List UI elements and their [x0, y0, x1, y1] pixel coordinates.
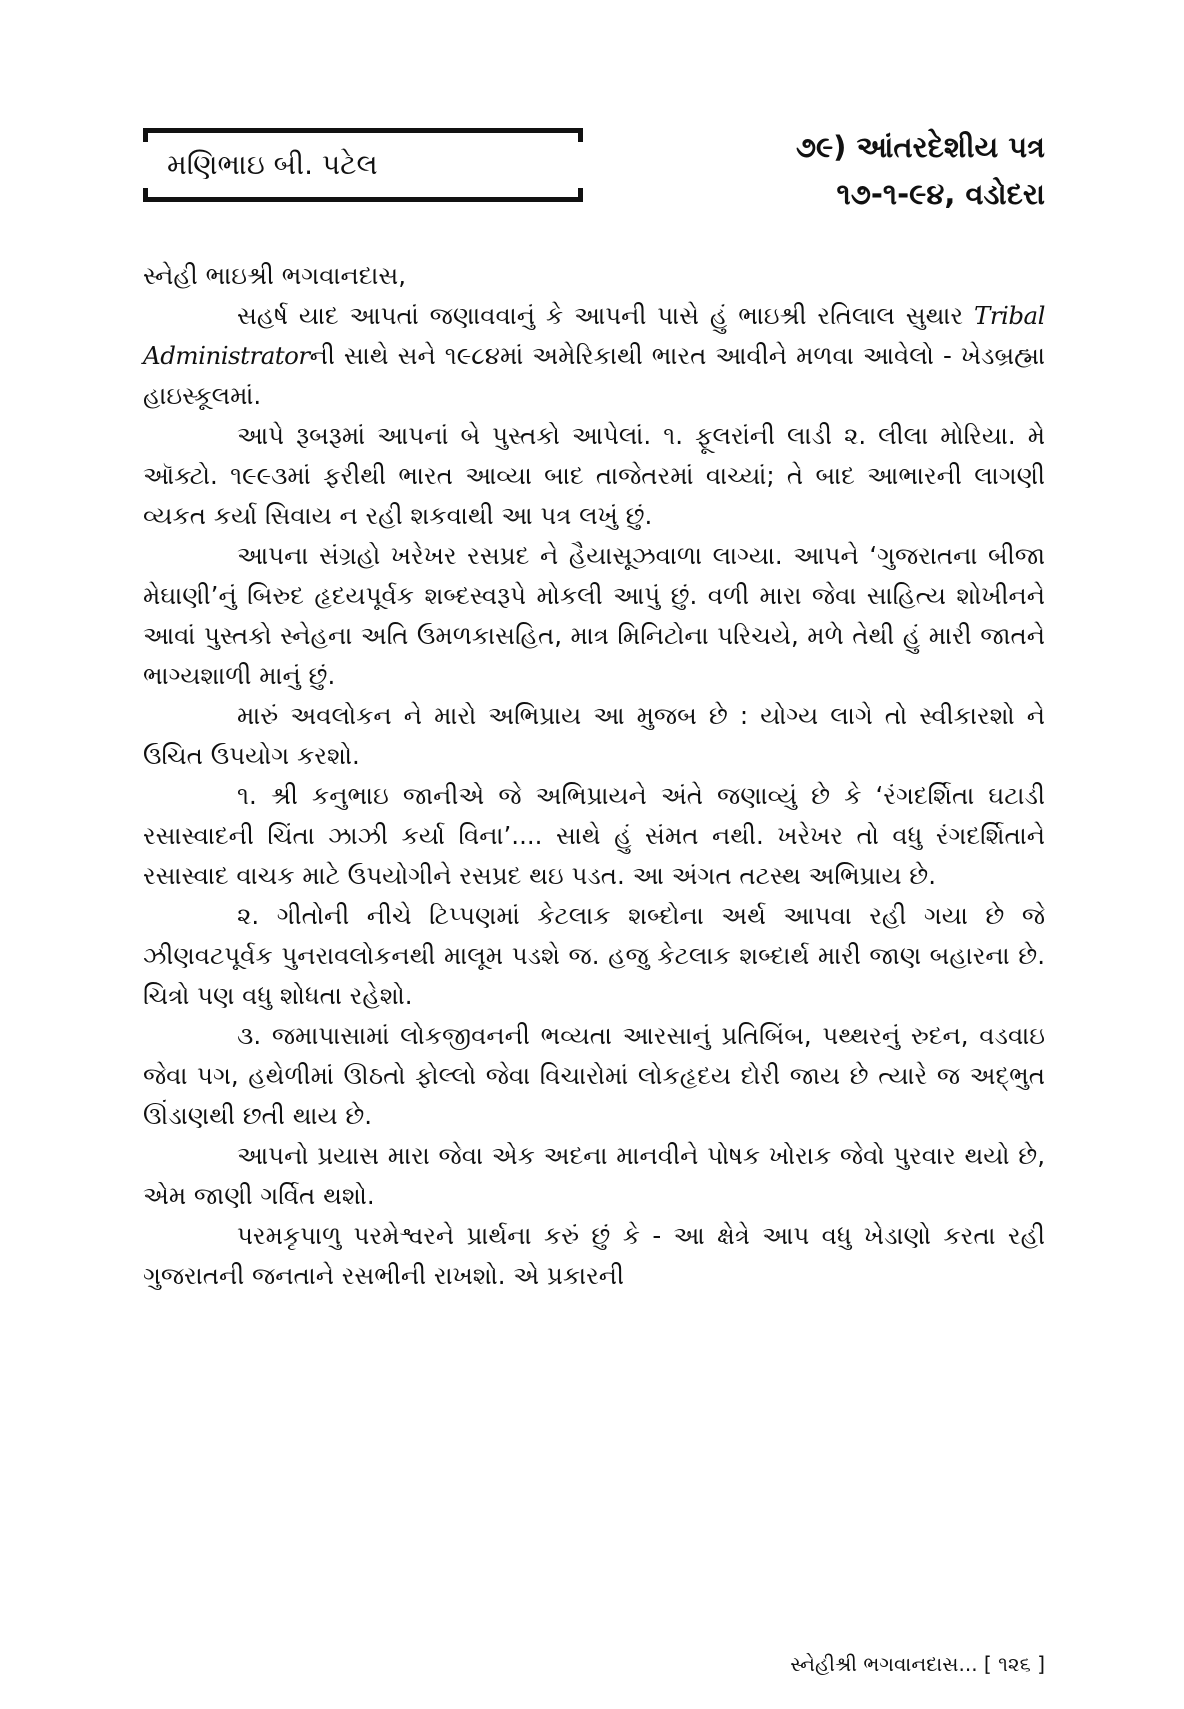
page-footer: સ્નેહીશ્રી ભગવાનદાસ... [ ૧૨૬ ] — [790, 1652, 1045, 1676]
paragraph-1-end: ની સાથે સને ૧૯૮૪માં અમેરિકાથી ભારત આવીને મળવા આવેલો - ખેડબ્રહ્મા હાઇસ્કૂલમાં. — [143, 341, 1045, 410]
paragraph-5: ૧. શ્રી કનુભાઇ જાનીએ જે અભિપ્રાયને અંતે જણાવ્યું છે કે ‘રંગદર્શિતા ઘટાડી રસાસ્વાદની ચિંતા ઝાઝી કર્યા વિના’.... સાથે હું સંમત નથી. ખરેખર તો વધુ રંગદર્શિતાને રસાસ્વાદ વાચક માટે ઉપયોગીને રસપ્રદ થઇ પડત. આ અંગત તટસ્થ અભિપ્રાય છે. — [143, 781, 1045, 890]
author-box-top-rule — [143, 128, 583, 133]
paragraph-1 — [143, 296, 1045, 416]
letter-date-place: ૧૭-૧-૯૪, વડોદરા — [836, 177, 1045, 211]
letter-title: ૭૯) આંતરદેશીય પત્ર — [795, 130, 1045, 164]
letter-body — [143, 256, 1045, 1296]
author-name: મણિભાઇ બી. પટેલ — [167, 148, 378, 181]
author-box-bottom-rule — [143, 197, 583, 202]
paragraph-1-start: સહર્ષ યાદ આપતાં જણાવવાનું કે આપની પાસે હું ભાઇશ્રી રતિલાલ સુથાર — [237, 301, 974, 330]
paragraph-4: મારું અવલોકન ને મારો અભિપ્રાય આ મુજબ છે : યોગ્ય લાગે તો સ્વીકારશો ને ઉચિત ઉપયોગ કરશો. — [143, 701, 1045, 770]
author-box-corner — [578, 128, 583, 142]
salutation: સ્નેહી ભાઇશ્રી ભગવાનદાસ, — [143, 261, 407, 290]
paragraph-3: આપના સંગ્રહો ખરેખર રસપ્રદ ને હૈયાસૂઝવાળા લાગ્યા. આપને ‘ગુજરાતના બીજા મેઘાણી’નું બિરુદ હૃદયપૂર્વક શબ્દસ્વરૂપે મોકલી આપું છું. વળી મારા જેવા સાહિત્ય શોખીનને આવાં પુસ્તકો સ્નેહના અતિ ઉમળકાસહિત, માત્ર મિનિટોના પરિચયે, મળે તેથી હું મારી જાતને ભાગ્યશાળી માનું છું. — [143, 541, 1045, 690]
paragraph-1-english-term: Tribal Administrator — [143, 301, 1045, 370]
paragraph-9: પરમકૃપાળુ પરમેશ્વરને પ્રાર્થના કરું છું કે - આ ક્ષેત્રે આપ વધુ ખેડાણો કરતા રહી ગુજરાતની જનતાને રસભીની રાખશો. એ પ્રકારની — [143, 1221, 1045, 1290]
author-box-corner — [143, 128, 148, 142]
paragraph-6: ૨. ગીતોની નીચે ટિપ્પણમાં કેટલાક શબ્દોના અર્થ આપવા રહી ગયા છે જે ઝીણવટપૂર્વક પુનરાવલોકનથી માલૂમ પડશે જ. હજુ કેટલાક શબ્દાર્થ મારી જાણ બહારના છે. ચિત્રો પણ વધુ શોધતા રહેશો. — [143, 901, 1045, 1010]
author-box — [143, 128, 583, 202]
paragraph-8: આપનો પ્રયાસ મારા જેવા એક અદના માનવીને પોષક ખોરાક જેવો પુરવાર થયો છે, એમ જાણી ગર્વિત થશો. — [143, 1141, 1045, 1210]
paragraph-7: ૩. જમાપાસામાં લોકજીવનની ભવ્યતા આરસાનું પ્રતિબિંબ, પથ્થરનું રુદન, વડવાઇ જેવા પગ, હથેળીમાં ઊઠતો ફોલ્લો જેવા વિચારોમાં લોકહૃદય દોરી જાય છે ત્યારે જ અદ્‌ભુત ઊંડાણથી છતી થાય છે. — [143, 1021, 1045, 1130]
letter-heading — [796, 124, 1045, 218]
paragraph-2: આપે રૂબરૂમાં આપનાં બે પુસ્તકો આપેલાં. ૧. ફૂલરાંની લાડી ૨. લીલા મોરિયા. મે ઑક્ટો. ૧૯૯૩માં ફરીથી ભારત આવ્યા બાદ તાજેતરમાં વાચ્યાં; તે બાદ આભારની લાગણી વ્યકત કર્યા સિવાય ન રહી શકવાથી આ પત્ર લખું છું. — [143, 421, 1045, 530]
